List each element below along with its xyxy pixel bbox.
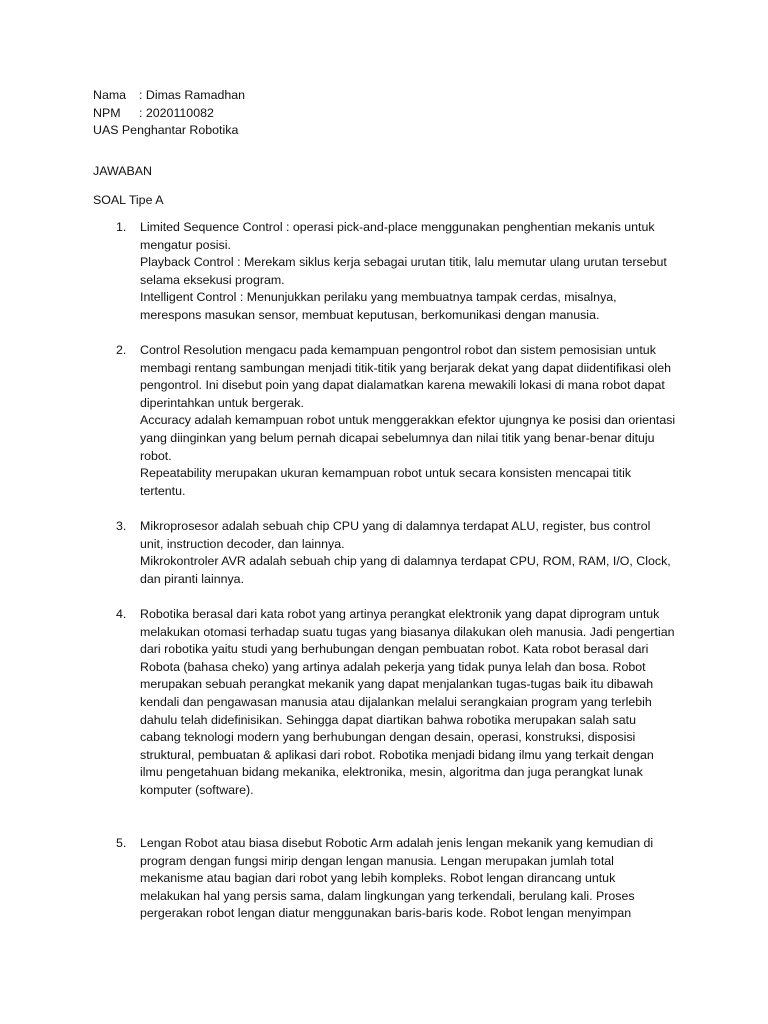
answer-paragraph: Control Resolution mengacu pada kemampuan pengontrol robot dan sistem pemosisian untuk membagi rentang sambungan menjadi titik-titik yang berjarak dekat yang dapat diidentifikasi oleh pengontrol. Ini disebut poin yang dapat dialamatkan karena mewakili lokasi di mana robot dapat diperintahkan untuk bergerak. [140, 343, 672, 410]
npm-value: : 2020110082 [139, 105, 214, 120]
name-value: : Dimas Ramadhan [139, 88, 246, 102]
answer-paragraph: Accuracy adalah kemampuan robot untuk menggerakkan efektor ujungnya ke posisi dan orientasi yang diinginkan yang belum pernah dicapai sebelumnya dan nilai titik yang benar-benar dituju robot. [140, 413, 676, 463]
answer-number: 5. [116, 836, 127, 850]
answer-paragraph: Lengan Robot atau biasa disebut Robotic Arm adalah jenis lengan mekanik yang kemudian di program dengan fungsi mirip dengan lengan manusia. Lengan merupakan jumlah total mekanisme atau bagian dari robot yang lebih kompleks. Robot lengan dirancang untuk melakukan hal yang persis sama, dalam lingkungan yang terkendali, berulang kali. Proses pergerakan robot lengan diatur menggunakan baris-baris kode. Robot lengan menyimpan [140, 836, 654, 921]
course-title: UAS Penghantar Robotika [93, 123, 239, 138]
name-row [93, 87, 245, 105]
npm-label: NPM [93, 105, 121, 120]
answer-5 [116, 835, 676, 923]
answer-paragraph: Repeatability merupakan ukuran kemampuan robot untuk secara konsisten mencapai titik tertentu. [140, 466, 632, 498]
answer-3 [116, 518, 676, 588]
npm-row [93, 105, 245, 123]
jawaban-heading: JAWABAN [93, 164, 152, 178]
answer-paragraph: Intelligent Control : Menunjukkan perilaku yang membuatnya tampak cerdas, misalnya, merespons masukan sensor, membuat keputusan, berkomunikasi dengan manusia. [140, 290, 617, 322]
answer-paragraph: Robotika berasal dari kata robot yang artinya perangkat elektronik yang dapat diprogram untuk melakukan otomasi terhadap suatu tugas yang biasanya dilakukan oleh manusia. Jadi pengertian dari robotika yaitu studi yang berhubungan dengan pembuatan robot. Kata robot berasal dari Robota (bahasa cheko) yang artinya adalah pekerja yang tidak punya lelah dan bosa. Robot merupakan sebuah perangkat mekanik yang dapat menjalankan tugas-tugas baik itu dibawah kendali dan pengawasan manusia atau dijalankan melalui serangkaian program yang terlebih dahulu telah didefinisikan. Sehingga dapat diartikan bahwa robotika merupakan salah satu cabang teknologi modern yang berhubungan dengan desain, operasi, konstruksi, disposisi struktural, pembuatan & aplikasi dari robot. Robotika menjadi bidang ilmu yang terkait dengan ilmu pengetahuan bidang mekanika, elektronika, mesin, algoritma dan juga perangkat lunak komputer (software). [140, 607, 675, 797]
name-label: Nama [93, 88, 127, 102]
answer-number: 3. [116, 519, 127, 533]
answer-2 [116, 342, 676, 500]
answer-4 [116, 606, 676, 800]
student-header [93, 87, 245, 140]
answer-paragraph: Mikroprosesor adalah sebuah chip CPU yang di dalamnya terdapat ALU, register, bus control unit, instruction decoder, dan lainnya. [140, 519, 651, 551]
answer-1 [116, 219, 676, 325]
answer-number: 1. [116, 220, 127, 234]
soal-heading: SOAL Tipe A [93, 193, 164, 207]
answer-paragraph: Limited Sequence Control : operasi pick-and-place menggunakan penghentian mekanis untuk mengatur posisi. [140, 220, 655, 252]
answer-paragraph: Mikrokontroler AVR adalah sebuah chip yang di dalamnya terdapat CPU, ROM, RAM, I/O, Clock, dan piranti lainnya. [140, 554, 671, 586]
answer-number: 2. [116, 343, 127, 357]
answer-number: 4. [116, 607, 127, 621]
answer-paragraph: Playback Control : Merekam siklus kerja sebagai urutan titik, lalu memutar ulang urutan tersebut selama eksekusi program. [140, 255, 667, 287]
